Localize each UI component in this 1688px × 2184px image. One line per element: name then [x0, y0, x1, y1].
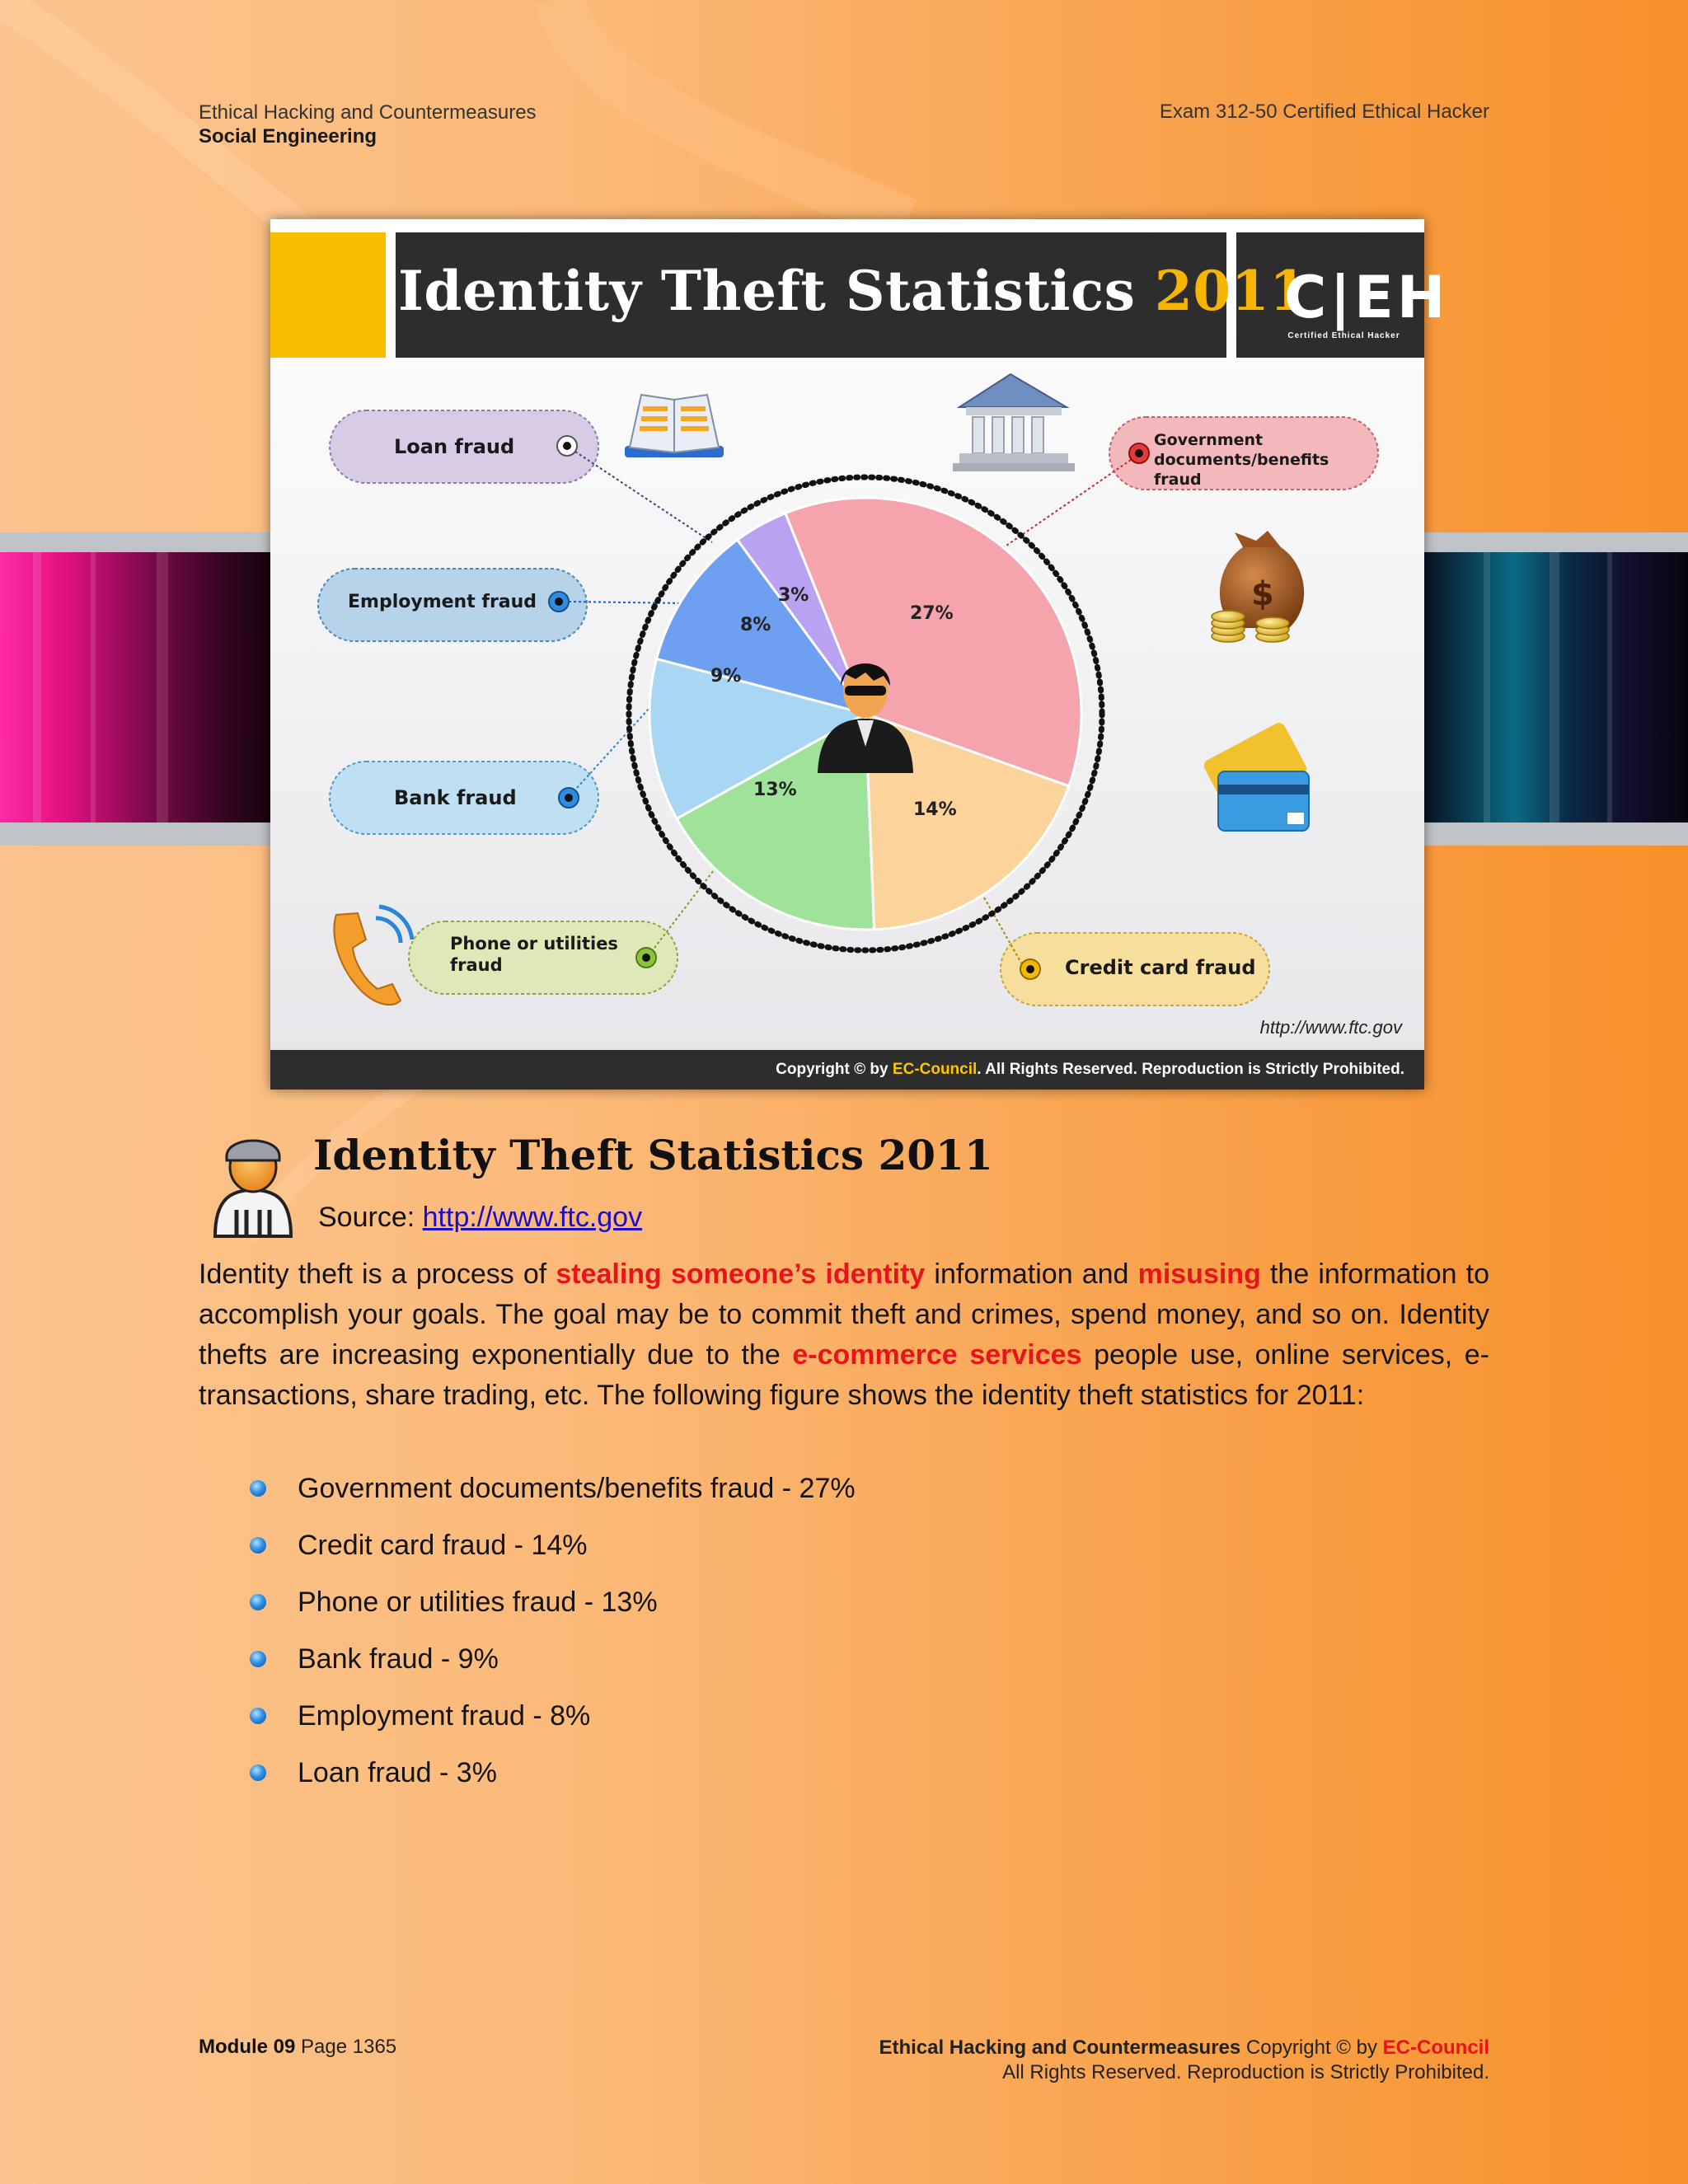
- label-government-fraud: Government documents/benefits fraud: [1154, 431, 1329, 489]
- list-item-text: Loan fraud - 3%: [298, 1757, 497, 1788]
- ceh-logo: [1284, 264, 1449, 340]
- bullet-icon: [250, 1594, 266, 1610]
- slide-title-main: Identity Theft Statistics: [398, 259, 1136, 323]
- list-item-text: Bank fraud - 9%: [298, 1643, 499, 1675]
- slide-footer-brand: EC-Council: [892, 1061, 978, 1078]
- copyright-by: Copyright © by: [1245, 2036, 1377, 2059]
- statistics-list: [243, 1471, 856, 1812]
- list-item-text: Employment fraud - 8%: [298, 1700, 591, 1732]
- pct-loan: 3%: [778, 585, 809, 606]
- label-loan-fraud: Loan fraud: [394, 435, 515, 458]
- copyright-title: Ethical Hacking and Countermeasures: [879, 2036, 1241, 2059]
- bullet-icon: [250, 1708, 266, 1724]
- bullet-icon: [250, 1537, 266, 1554]
- book-title: Ethical Hacking and Countermeasures: [199, 101, 537, 124]
- label-bank-fraud: Bank fraud: [394, 786, 517, 809]
- pct-employment: 8%: [740, 615, 771, 635]
- pct-phone: 13%: [753, 780, 797, 800]
- person-icon: [209, 1131, 298, 1238]
- slide-source: http://www.ftc.gov: [1259, 1017, 1402, 1038]
- bullet-icon: [250, 1765, 266, 1781]
- label-phone-fraud: Phone or utilities fraud: [450, 934, 618, 975]
- exam-title: Exam 312-50 Certified Ethical Hacker: [1159, 101, 1489, 123]
- body-paragraph: [199, 1254, 1489, 1416]
- slide-figure: [270, 219, 1449, 1090]
- highlight-stealing-identity: stealing someone’s identity: [556, 1258, 926, 1290]
- list-item: [243, 1471, 856, 1528]
- page-footer-left: [199, 2036, 396, 2059]
- slide-title: [398, 259, 1308, 323]
- book-icon: [625, 395, 724, 457]
- copyright-brand: EC-Council: [1382, 2036, 1489, 2059]
- module-name: Social Engineering: [199, 125, 377, 148]
- pct-credit: 14%: [913, 799, 957, 820]
- list-item: [243, 1585, 856, 1642]
- body-text-2: information and: [925, 1258, 1138, 1290]
- list-item: [243, 1699, 856, 1755]
- bullet-icon: [250, 1480, 266, 1497]
- source-link[interactable]: http://www.ftc.gov: [422, 1202, 643, 1233]
- pct-government: 27%: [910, 603, 954, 624]
- list-item-text: Government documents/benefits fraud - 27%: [298, 1473, 856, 1504]
- label-employment-fraud: Employment fraud: [348, 592, 537, 612]
- page-footer-right: [879, 2036, 1489, 2085]
- list-item: [243, 1755, 856, 1812]
- source-prefix: Source:: [318, 1202, 415, 1233]
- title-accent-block: [270, 232, 386, 358]
- page-header-left: [199, 101, 537, 148]
- bullet-icon: [250, 1651, 266, 1667]
- rights-text: All Rights Reserved. Reproduction is Strictly Prohibited.: [1002, 2061, 1489, 2083]
- module-label: Module 09: [199, 2036, 296, 2058]
- source-line: [318, 1202, 642, 1234]
- ceh-logo-letters: C|EH: [1284, 264, 1449, 331]
- page-number: Page 1365: [301, 2036, 397, 2058]
- body-text-3: the information to accomplish your goals. The goal may be to commit theft and crimes, spend money, and so on. Identity thefts are increasing exponentially due to the: [199, 1258, 1490, 1371]
- list-item: [243, 1528, 856, 1585]
- ceh-logo-subtitle: Certified Ethical Hacker: [1287, 331, 1400, 340]
- body-text-4: people use, online services, e-transactions, share trading, etc. The following figure shows the identity theft statistics for 2011:: [199, 1339, 1489, 1411]
- list-item-text: Phone or utilities fraud - 13%: [298, 1586, 658, 1618]
- list-item: [243, 1642, 856, 1699]
- section-title: Identity Theft Statistics 2011: [313, 1131, 993, 1179]
- body-text-1: Identity theft is a process of: [199, 1258, 556, 1290]
- label-credit-card-fraud: Credit card fraud: [1065, 956, 1256, 979]
- slide-footer-suffix: . All Rights Reserved. Reproduction is Strictly Prohibited.: [977, 1061, 1404, 1078]
- slide-title-year: 2011: [1154, 259, 1308, 323]
- svg-text:$: $: [1251, 575, 1274, 613]
- list-item-text: Credit card fraud - 14%: [298, 1530, 588, 1561]
- highlight-misusing: misusing: [1137, 1258, 1261, 1290]
- slide-footer-prefix: Copyright © by: [776, 1061, 889, 1078]
- slide-footer: [270, 1050, 1424, 1090]
- highlight-ecommerce: e-commerce services: [792, 1339, 1082, 1371]
- pct-bank: 9%: [710, 666, 742, 687]
